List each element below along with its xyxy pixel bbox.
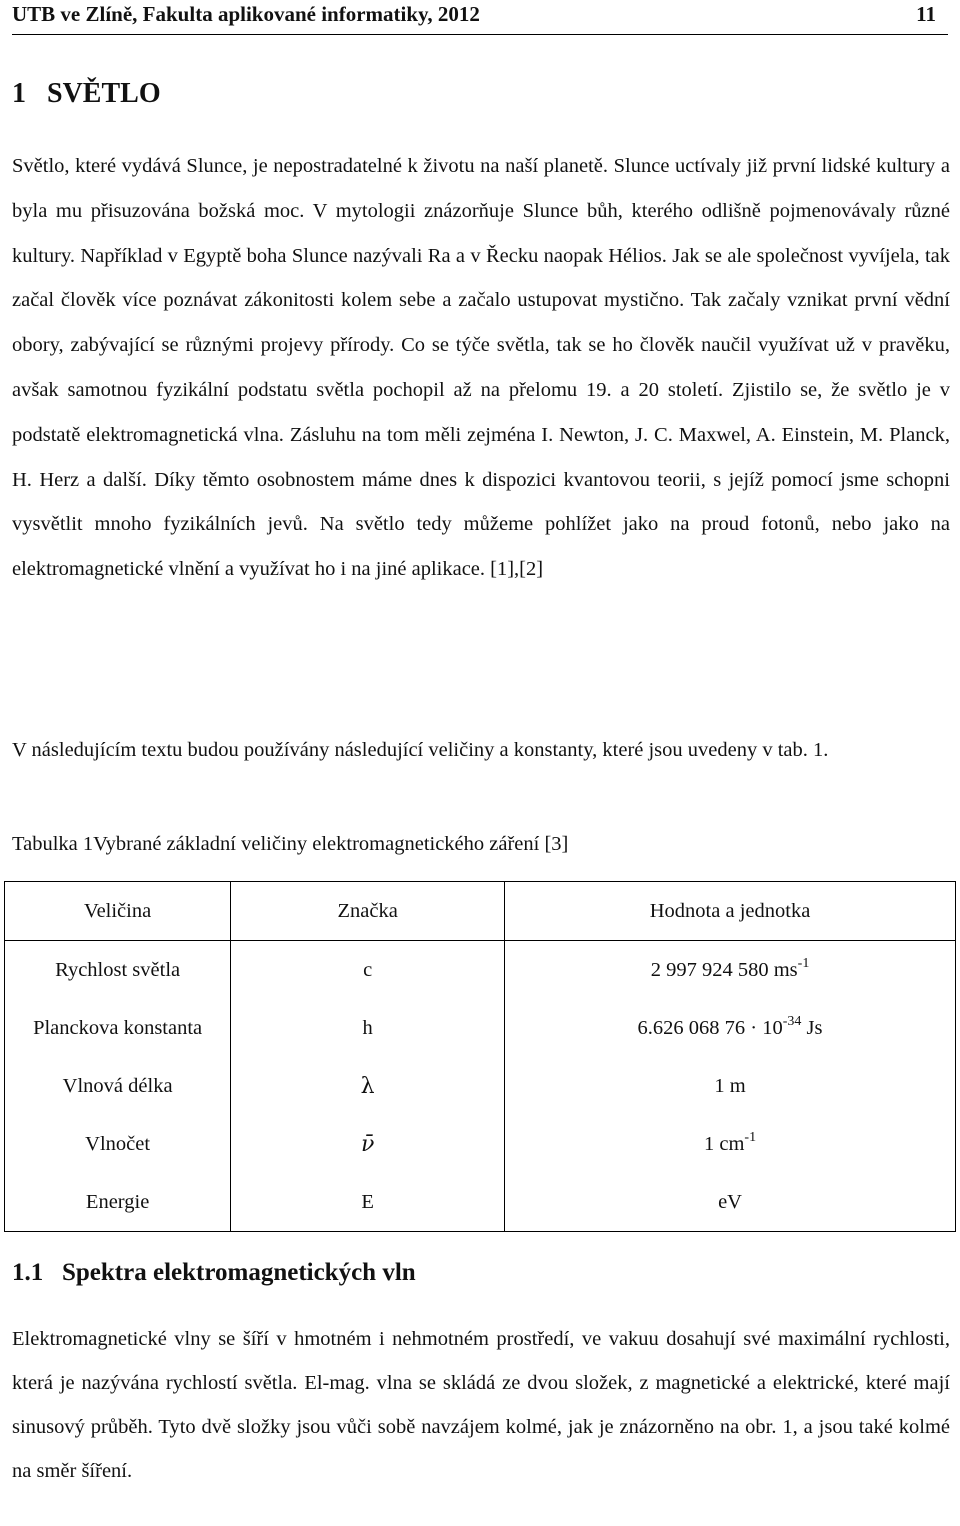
table-row: [5, 999, 956, 1057]
cell-name: Vlnová délka: [5, 1057, 231, 1115]
table-row: [5, 1115, 956, 1173]
nu-bar-symbol: ν̄: [360, 1131, 375, 1157]
header-cell-quantity: Veličina: [5, 882, 231, 941]
table-row: [5, 1173, 956, 1232]
header-cell-value: Hodnota a jednotka: [505, 882, 956, 941]
chapter-title: SVĚTLO: [47, 78, 161, 109]
value-text: 1 cm: [703, 1132, 745, 1155]
cell-symbol: [231, 1115, 505, 1173]
section-heading: [12, 1259, 416, 1287]
table-row: [5, 1057, 956, 1115]
header-cell-symbol: Značka: [231, 882, 505, 941]
table-row: [5, 941, 956, 1000]
section-number: 1.1: [12, 1259, 44, 1286]
intro-paragraph: Světlo, které vydává Slunce, je nepostradatelné k životu na naší planetě. Slunce uctívaly již první lidské kultury a byla mu přisuzována božská moc. V mytologii znázorňuje Slunce bůh, kterého odlišně pojmenovávaly různé kultury. Například v Egyptě boha Slunce nazývali Ra a v Řecku naopak Hélios. Jak se ale společnost vyvíjela, tak začal člověk více poznávat zákonitosti kolem sebe a začalo ustupovat mystično. Tak začaly vznikat první vědní obory, zabývající se různými projevy přírody. Co se týče světla, tak se ho člověk naučil využívat už v pravěku, avšak samotnou fyzikální podstatu světla pochopil až na přelomu 19. a 20 století. Zjistilo se, že světlo je v podstatě elektromagnetická vlna. Zásluhu na tom měli zejména I. Newton, J. C. Maxwel, A. Einstein, M. Planck, H. Herz a další. Díky těmto osobnostem máme dnes k dispozici kvantovou teorii, s jejíž pomocí jsme schopni vysvětlit mnoho fyzikálních jevů. Na světlo tedy můžeme pohlížet jako na proud fotonů, nebo jako na elektromagnetické vlnění a využívat ho i na jiné aplikace. [1],[2]: [12, 155, 950, 581]
cell-name: Energie: [5, 1173, 231, 1232]
value-exponent: -1: [744, 1129, 757, 1145]
value-exponent: -1: [797, 955, 810, 971]
value-text: 1 m: [714, 1074, 746, 1097]
value-text: 2 997 924 580 ms: [650, 958, 798, 981]
chapter-heading: [12, 78, 161, 110]
value-unit: Js: [801, 1016, 823, 1039]
cell-value: [505, 999, 956, 1057]
chapter-number: 1: [12, 78, 26, 109]
cell-symbol: E: [231, 1173, 505, 1232]
page-header: [12, 0, 948, 35]
lambda-symbol: λ: [360, 1073, 375, 1099]
cell-symbol: [231, 1057, 505, 1115]
value-text: 6.626 068 76 · 10: [637, 1016, 783, 1039]
cell-value: [505, 941, 956, 1000]
cell-name: Rychlost světla: [5, 941, 231, 1000]
cell-symbol: c: [231, 941, 505, 1000]
table-intro-paragraph: V následujícím textu budou používány následující veličiny a konstanty, které jsou uvedeny v tab. 1.: [12, 739, 829, 761]
cell-value: [505, 1173, 956, 1232]
cell-value: [505, 1057, 956, 1115]
section-title: Spektra elektromagnetických vln: [62, 1259, 416, 1286]
quantities-table: [4, 881, 956, 1232]
cell-value: [505, 1115, 956, 1173]
cell-name: Vlnočet: [5, 1115, 231, 1173]
cell-symbol: h: [231, 999, 505, 1057]
value-exponent: -34: [782, 1013, 802, 1029]
cell-name: Planckova konstanta: [5, 999, 231, 1057]
table-header-row: [5, 882, 956, 941]
header-title: UTB ve Zlíně, Fakulta aplikované informatiky, 2012: [12, 2, 480, 26]
table-caption: Tabulka 1Vybrané základní veličiny elektromagnetického záření [3]: [12, 833, 569, 855]
page-number: 11: [916, 2, 936, 26]
value-text: eV: [718, 1190, 742, 1213]
spectra-paragraph: Elektromagnetické vlny se šíří v hmotném i nehmotném prostředí, ve vakuu dosahují své maximální rychlosti, která je nazývána rychlostí světla. El-mag. vlna se skládá ze dvou složek, z magnetické a elektrické, které mají sinusový průběh. Tyto dvě složky jsou vůči sobě navzájem kolmé, jak je znázorněno na obr. 1, a jsou také kolmé na směr šíření.: [12, 1328, 950, 1482]
